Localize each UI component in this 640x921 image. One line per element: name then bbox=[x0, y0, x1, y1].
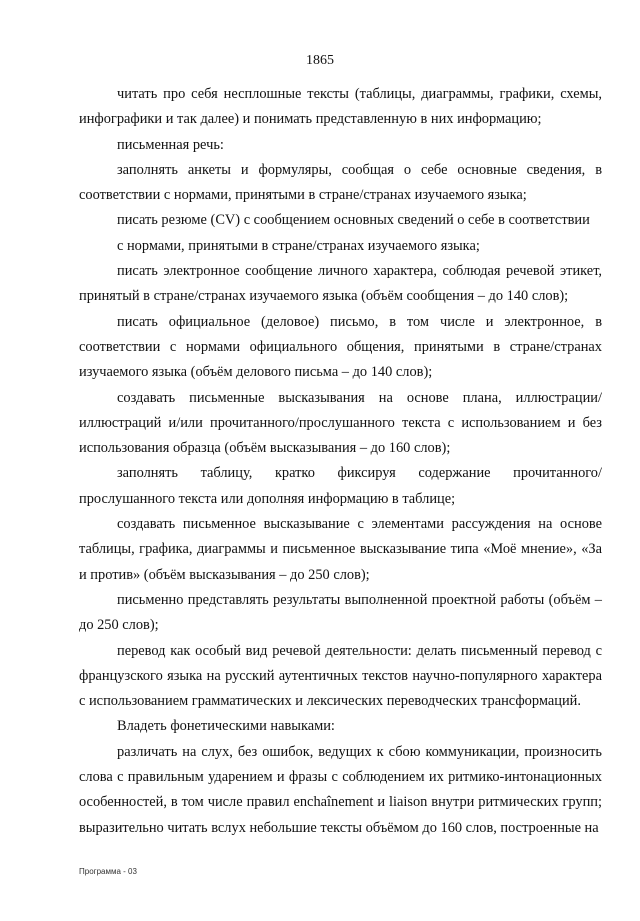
paragraph: создавать письменные высказывания на основе плана, иллюстрации/иллюстраций и/или прочитанного/прослушанного текста с использованием и без использования образца (объём высказывания – до 160 слов); bbox=[79, 389, 602, 457]
paragraph: писать резюме (CV) с сообщением основных сведений о себе в соответствии bbox=[117, 212, 590, 229]
page-number: 1865 bbox=[306, 53, 334, 68]
paragraph: письменная речь: bbox=[117, 136, 224, 153]
paragraph: заполнять таблицу, кратко фиксируя содержание прочитанного/ прослушанного текста или дополняя информацию в таблице; bbox=[79, 465, 602, 507]
paragraph: читать про себя несплошные тексты (таблицы, диаграммы, графики, схемы, инфографики и так далее) и понимать представленную в них информацию; bbox=[79, 86, 602, 128]
paragraph: перевод как особый вид речевой деятельности: делать письменный перевод с французского языка на русский аутентичных текстов научно-популярного характера с использованием грамматических и лексических переводческих трансформаций. bbox=[79, 642, 602, 710]
paragraph: писать электронное сообщение личного характера, соблюдая речевой этикет, принятый в стране/странах изучаемого языка (объём сообщения – до 140 слов); bbox=[79, 263, 602, 305]
paragraph: создавать письменное высказывание с элементами рассуждения на основе таблицы, графика, диаграммы и письменное высказывание типа «Моё мнение», «За и против» (объём высказывания – до 250 слов); bbox=[79, 516, 602, 583]
paragraph: с нормами, принятыми в стране/странах изучаемого языка; bbox=[117, 237, 480, 254]
paragraph: письменно представлять результаты выполненной проектной работы (объём – до 250 слов); bbox=[79, 591, 602, 634]
document-body bbox=[79, 82, 602, 841]
paragraph: различать на слух, без ошибок, ведущих к сбою коммуникации, произносить слова с правильным ударением и фразы с соблюдением их ритмико-интонационных особенностей, в том числе правил enchaînement и liaison внутри ритмических групп; выразительно читать вслух небольшие тексты объёмом до 160 слов, построенные на bbox=[79, 743, 602, 836]
paragraph: заполнять анкеты и формуляры, сообщая о себе основные сведения, в соответствии с нормами, принятыми в стране/странах изучаемого языка; bbox=[79, 161, 602, 204]
paragraph: Владеть фонетическими навыками: bbox=[117, 718, 335, 735]
paragraph: писать официальное (деловое) письмо, в том числе и электронное, в соответствии с нормами официального общения, принятыми в стране/странах изучаемого языка (объём делового письма – до 140 слов); bbox=[79, 313, 602, 381]
footer-label: Программа - 03 bbox=[79, 867, 137, 876]
